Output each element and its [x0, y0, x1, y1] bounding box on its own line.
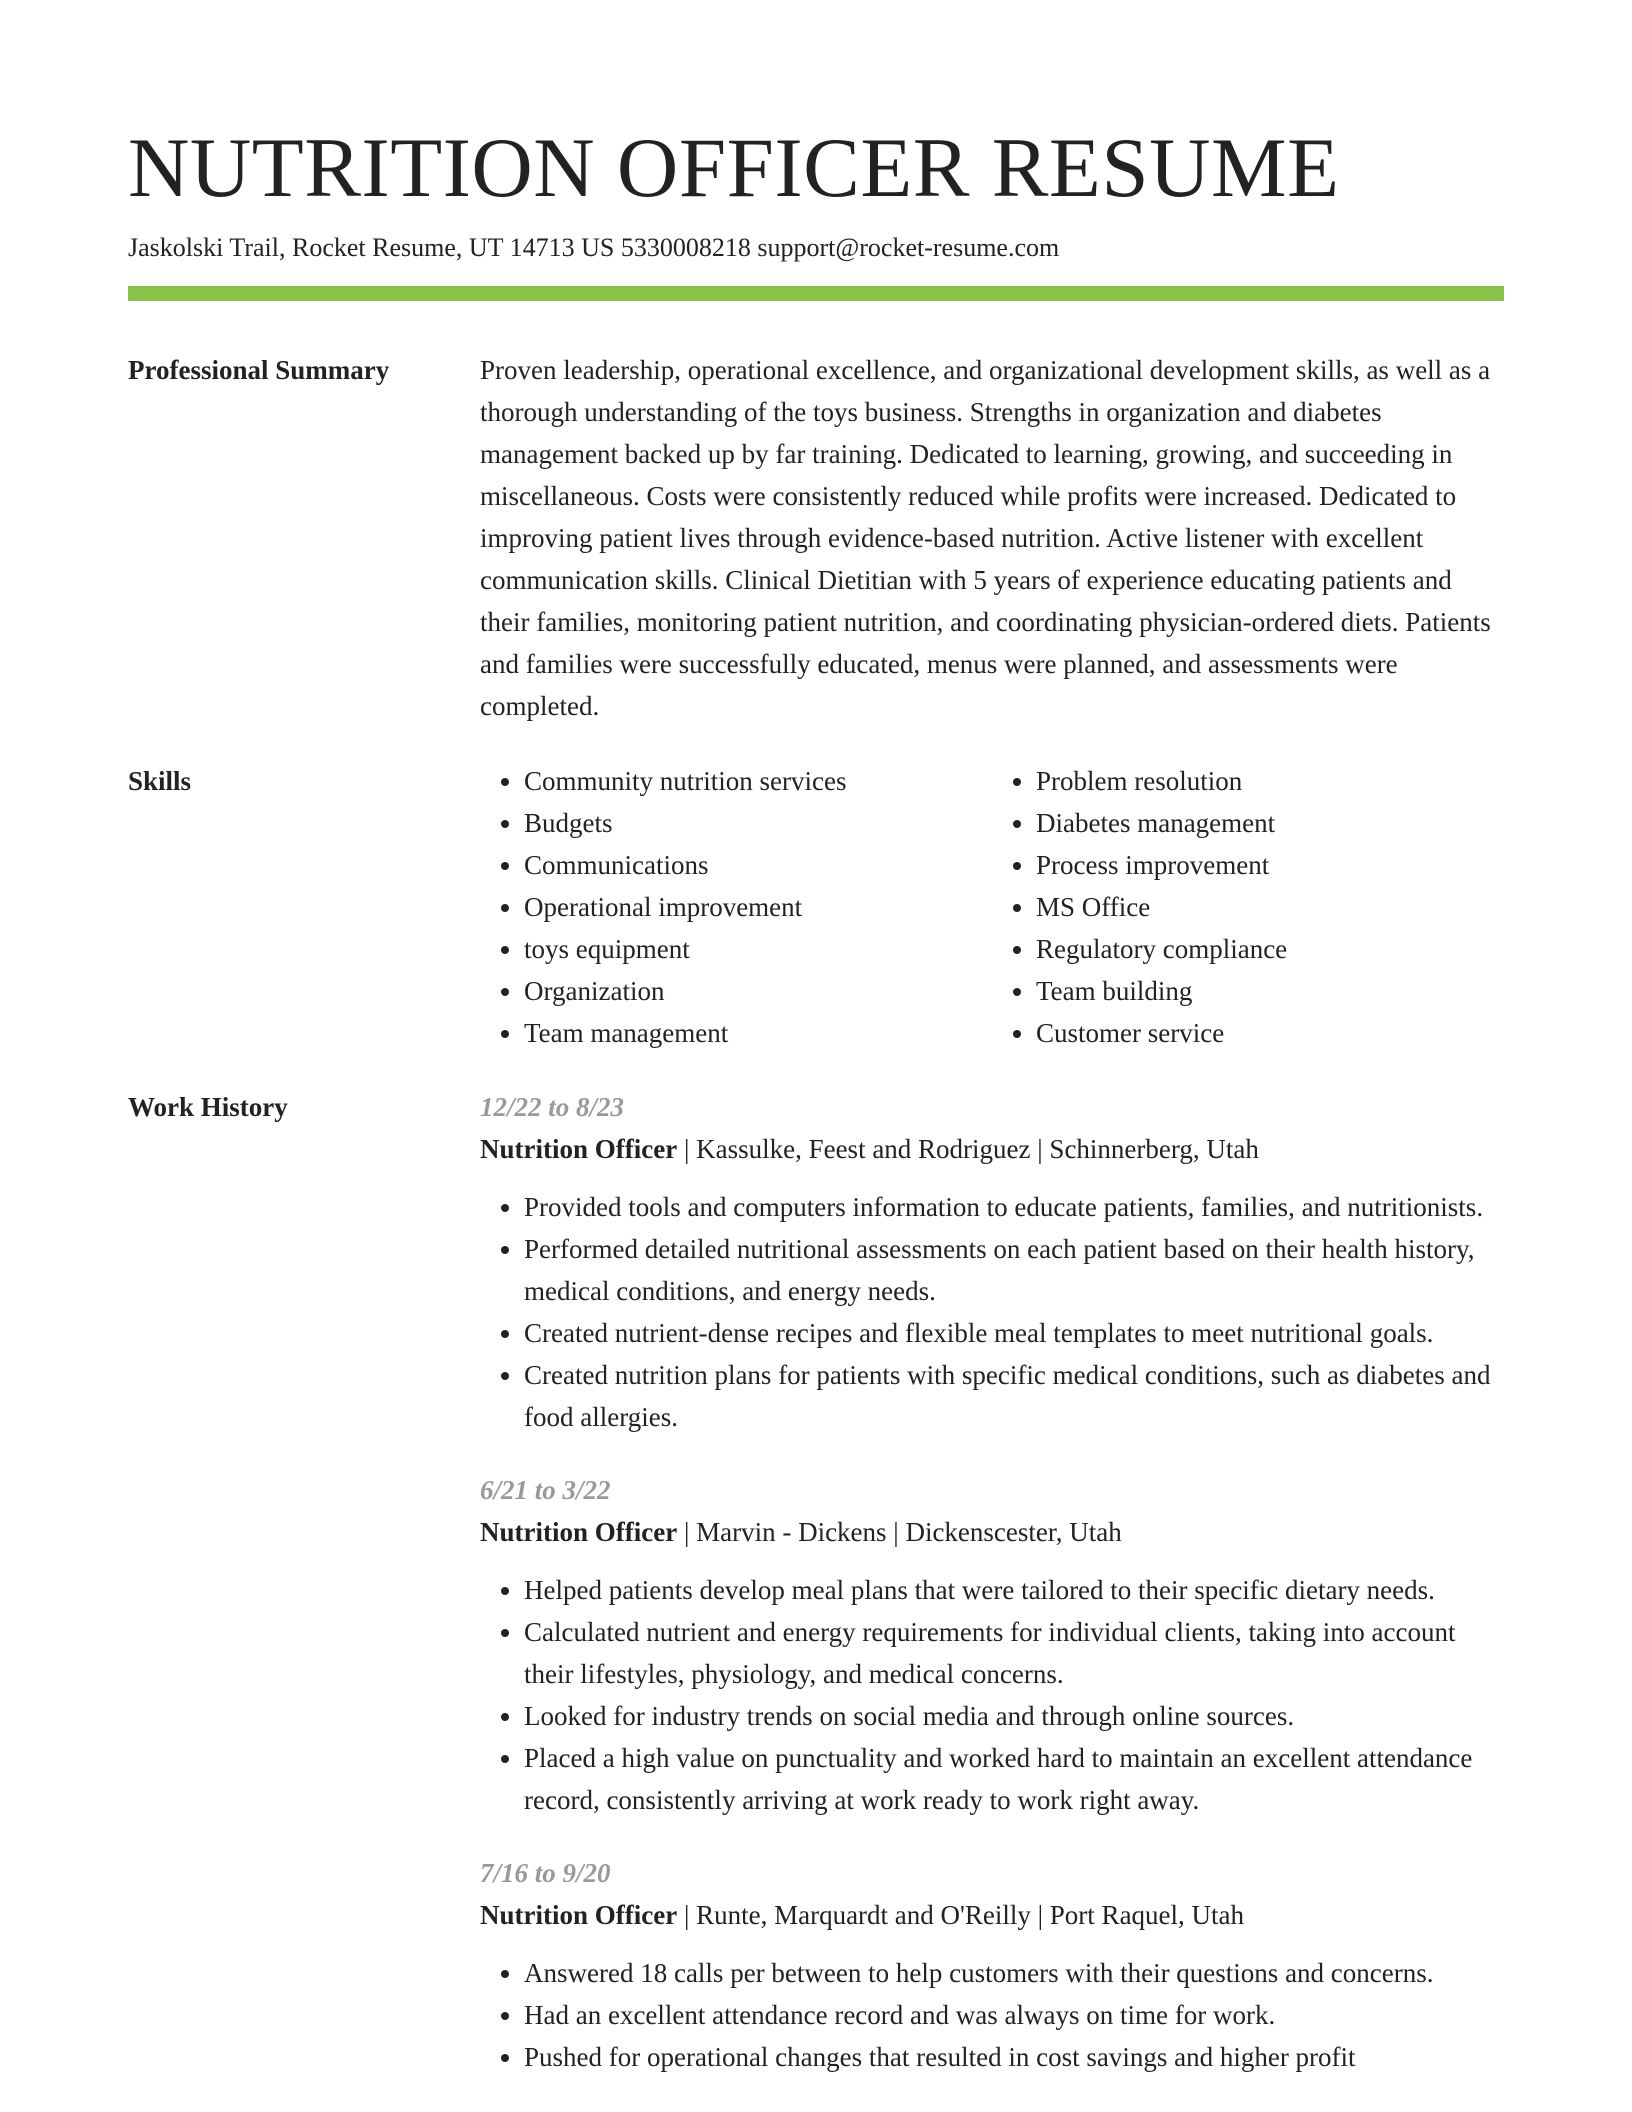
skill-item: • Community nutrition services	[524, 760, 992, 802]
responsibility-item: • Had an excellent attendance record and was always on time for work.	[524, 1994, 1504, 2036]
page-title: NUTRITION OFFICER RESUME	[128, 121, 1340, 215]
responsibility-item: • Placed a high value on punctuality and worked hard to maintain an excellent attendance record, consistently arriving at work ready to work right away.	[524, 1737, 1504, 1821]
job-employer-location: | Kassulke, Feest and Rodriguez | Schinnerberg, Utah	[677, 1134, 1259, 1164]
responsibility-item: • Calculated nutrient and energy requirements for individual clients, taking into account their lifestyles, physiology, and medical concerns.	[524, 1611, 1504, 1695]
job-heading	[480, 1511, 1504, 1553]
skill-item: • Budgets	[524, 802, 992, 844]
job-entry	[480, 1852, 1504, 2078]
job-responsibilities	[480, 1186, 1504, 1438]
job-heading	[480, 1894, 1504, 1936]
skill-item: • Problem resolution	[1036, 760, 1504, 802]
responsibility-item: • Provided tools and computers information to educate patients, families, and nutritionists.	[524, 1186, 1504, 1228]
skills-body	[480, 760, 1504, 1054]
work-history-body	[480, 1086, 1504, 2109]
summary-heading: Professional Summary	[128, 355, 390, 385]
skill-item: • Diabetes management	[1036, 802, 1504, 844]
skills-list-left	[480, 760, 992, 1054]
responsibility-item: • Created nutrient-dense recipes and flexible meal templates to meet nutritional goals.	[524, 1312, 1504, 1354]
skill-item: • Team management	[524, 1012, 992, 1054]
contact-line	[128, 230, 1059, 266]
job-heading	[480, 1128, 1504, 1170]
skill-item: • Customer service	[1036, 1012, 1504, 1054]
skill-item: • MS Office	[1036, 886, 1504, 928]
job-dates: 6/21 to 3/22	[480, 1475, 611, 1505]
job-title: Nutrition Officer	[480, 1134, 678, 1164]
contact-email: support@rocket-resume.com	[757, 233, 1060, 262]
responsibility-item: • Pushed for operational changes that resulted in cost savings and higher profit	[524, 2036, 1504, 2078]
job-dates: 12/22 to 8/23	[480, 1092, 625, 1122]
responsibility-item: • Answered 18 calls per between to help customers with their questions and concerns.	[524, 1952, 1504, 1994]
skill-item: • Regulatory compliance	[1036, 928, 1504, 970]
skills-heading: Skills	[128, 766, 192, 796]
responsibility-item: • Helped patients develop meal plans that were tailored to their specific dietary needs.	[524, 1569, 1504, 1611]
responsibility-item: • Looked for industry trends on social media and through online sources.	[524, 1695, 1504, 1737]
skill-item: • Operational improvement	[524, 886, 992, 928]
skill-item: • Communications	[524, 844, 992, 886]
job-responsibilities	[480, 1569, 1504, 1821]
contact-phone: 5330008218	[620, 233, 751, 262]
job-entry	[480, 1469, 1504, 1821]
job-employer-location: | Marvin - Dickens | Dickenscester, Utah	[677, 1517, 1122, 1547]
summary-text: Proven leadership, operational excellence, and organizational development skills, as well as a thorough understanding of the toys business. Strengths in organization and diabetes management backed up by far training. Dedicated to learning, growing, and succeeding in miscellaneous. Costs were consistently reduced while profits were increased. Dedicated to improving patient lives through evidence-based nutrition. Active listener with excellent communication skills. Clinical Dietitian with 5 years of experience educating patients and their families, monitoring patient nutrition, and coordinating physician-ordered diets. Patients and families were successfully educated, menus were planned, and assessments were completed.	[480, 355, 1491, 721]
summary-body	[480, 349, 1504, 727]
job-entry	[480, 1086, 1504, 1438]
responsibility-item: • Created nutrition plans for patients with specific medical conditions, such as diabetes and food allergies.	[524, 1354, 1504, 1438]
work-history-heading: Work History	[128, 1092, 288, 1122]
skill-item: • toys equipment	[524, 928, 992, 970]
skill-item: • Organization	[524, 970, 992, 1012]
contact-address: Jaskolski Trail, Rocket Resume, UT 14713 US	[128, 233, 615, 262]
job-dates: 7/16 to 9/20	[480, 1858, 611, 1888]
skill-item: • Process improvement	[1036, 844, 1504, 886]
job-employer-location: | Runte, Marquardt and O'Reilly | Port Raquel, Utah	[677, 1900, 1245, 1930]
job-title: Nutrition Officer	[480, 1900, 678, 1930]
job-responsibilities	[480, 1952, 1504, 2078]
responsibility-item: • Performed detailed nutritional assessments on each patient based on their health history, medical conditions, and energy needs.	[524, 1228, 1504, 1312]
job-title: Nutrition Officer	[480, 1517, 678, 1547]
skill-item: • Team building	[1036, 970, 1504, 1012]
accent-divider	[128, 286, 1504, 301]
skills-list-right	[992, 760, 1504, 1054]
